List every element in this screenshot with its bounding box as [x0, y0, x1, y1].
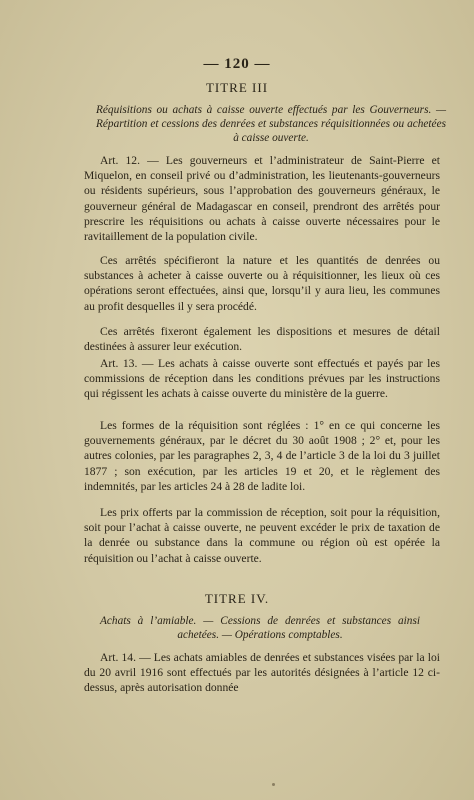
section-title-4: TITRE IV.: [204, 591, 270, 606]
paragraph-prix-offerts: Les prix offerts par la commission de réception, soit pour la réquisition, soit pour l’achat à caisse ouverte, ne peuvent excéder le prix de taxation de la denrée ou substance dans la commune ou région où est opérée la réquisition ou l’achat à caisse ouverte.: [84, 506, 440, 565]
paragraph-arretes-dispositions: Ces arrêtés fixeront également les dispositions et mesures de détail destinées à assurer leur exécution.: [84, 325, 440, 354]
paper-speck: [272, 783, 275, 786]
paragraph-article-12: Art. 12. — Les gouverneurs et l’administrateur de Saint-Pierre et Miquelon, en conseil privé ou d’administration, les lieutenants-gouverneurs ou résidents supérieurs, sous l’approbation des gouverneurs généraux, le gouverneur général de Madagascar en conseil, prendront des arrêtés pour prescrire les réquisitions ou achats à caisse ouverte nécessaires pour le ravitaillement de la population civile.: [84, 154, 440, 244]
page-number: — 120 —: [203, 56, 271, 72]
paragraph-article-14: Art. 14. — Les achats amiables de denrées et substances visées par la loi du 20 avril 1916 sont effectués par les autorités désignées à l’article 12 ci-dessus, après autorisation donnée: [84, 651, 440, 695]
section-subtitle-4: Achats à l’amiable. — Cessions de denrées et substances ainsi achetées. — Opérations comptables.: [100, 615, 420, 641]
section-subtitle-3: Réquisitions ou achats à caisse ouverte effectués par les Gouverneurs. — Répartition et cessions des denrées et substances réquisitionnées ou achetées à caisse ouverte.: [96, 104, 446, 144]
paragraph-article-13: Art. 13. — Les achats à caisse ouverte sont effectués et payés par les commissions de réception dans les conditions prévues par les instructions qui régissent les achats à caisse ouverte du ministère de la guerre.: [84, 357, 440, 401]
paragraph-formes-requisition: Les formes de la réquisition sont réglées : 1° en ce qui concerne les gouvernements généraux, par le décret du 30 août 1908 ; 2° et, pour les autres colonies, par les paragraphes 2, 3, 4 de l’article 3 de la loi du 3 juillet 1877 ; son exécution, par les articles 19 et 20, et le règlement des indemnités, par les articles 24 à 28 de ladite loi.: [84, 419, 440, 493]
paragraph-arretes-specifications: Ces arrêtés spécifieront la nature et les quantités de denrées ou substances à acheter à caisse ouverte ou à réquisitionner, les lieux où ces opérations seront effectuées, ainsi que, lorsqu’il y aura lieu, les communes au profit desquelles il y sera procédé.: [84, 254, 440, 313]
section-title-3: TITRE III: [205, 80, 269, 95]
